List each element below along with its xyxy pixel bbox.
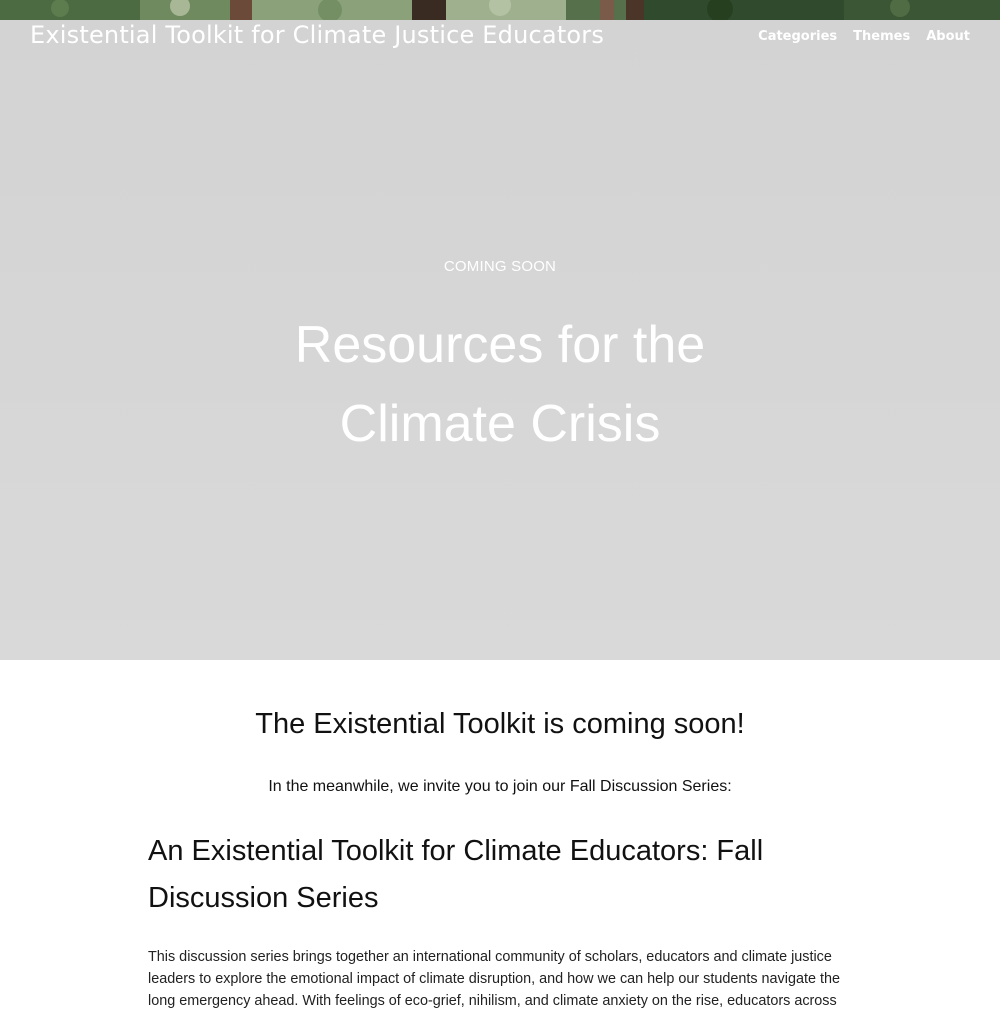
hero-kicker: COMING SOON xyxy=(443,258,557,275)
nav-item-about[interactable]: About xyxy=(926,29,970,44)
hero-heading: Resources for the Climate Crisis xyxy=(294,316,706,453)
lead-heading: The Existential Toolkit is coming soon! xyxy=(255,708,745,740)
series-title: An Existential Toolkit for Climate Educators: Fall Discussion Series xyxy=(148,835,764,914)
forest-photo-strip xyxy=(0,0,1000,20)
forest-background-image xyxy=(0,0,1000,20)
site-title[interactable]: Existential Toolkit for Climate Justice Educators xyxy=(30,21,605,49)
invite-text: In the meanwhile, we invite you to join our Fall Discussion Series: xyxy=(268,778,732,795)
nav-item-themes[interactable]: Themes xyxy=(853,29,911,44)
series-description: This discussion series brings together an international community of scholars, educators and climate justice leaders to explore the emotional impact of climate disruption, and how we can help our students navigate the long emergency ahead. With feelings of eco-grief, nihilism, and climate anxiety on the rise, educators across xyxy=(148,949,840,1009)
main-nav xyxy=(758,29,970,44)
nav-item-categories[interactable]: Categories xyxy=(758,29,838,44)
